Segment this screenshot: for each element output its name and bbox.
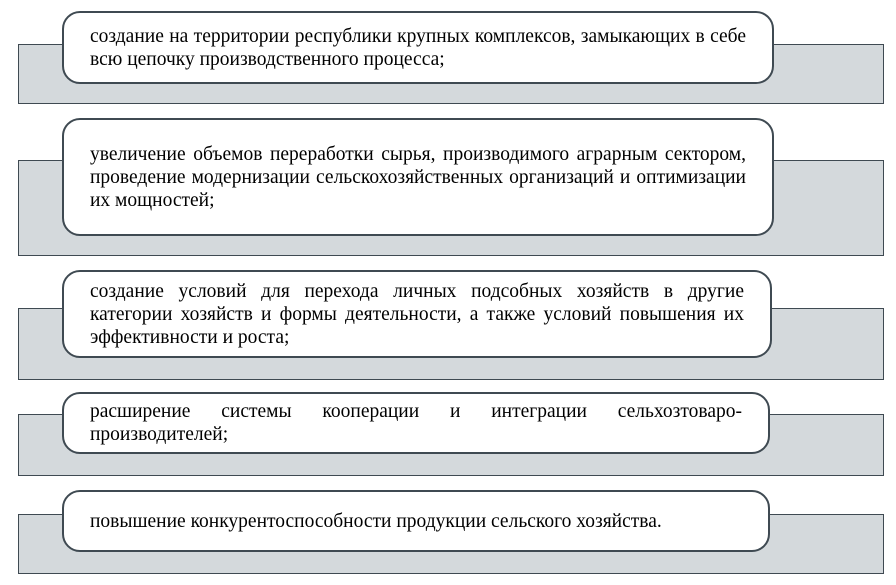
item-5-card [62,490,770,552]
item-5-text: повышение конкурентоспособности продукции сельского хозяйства. [90,510,662,532]
item-1-text: создание на территории республики крупных комплексов, замыкающих в себе всю цепочку производственного процесса; [90,25,746,70]
item-3-card [62,270,772,358]
item-3-text: создание условий для перехода личных подсобных хозяйств в другие категории хозяйств и формы деятельности, а также условий повышения их эффективности и роста; [90,280,744,348]
item-2-text: увеличение объемов переработки сырья, производимого аграрным сектором, проведение модернизации сельскохозяйственных организаций и оптимизации их мощностей; [90,143,746,211]
item-2-card [62,118,774,236]
item-4-text: расширение системы кооперации и интеграции сельхозтоваро-производителей; [90,401,742,445]
item-4-card [62,392,770,454]
item-1-card [62,11,774,84]
